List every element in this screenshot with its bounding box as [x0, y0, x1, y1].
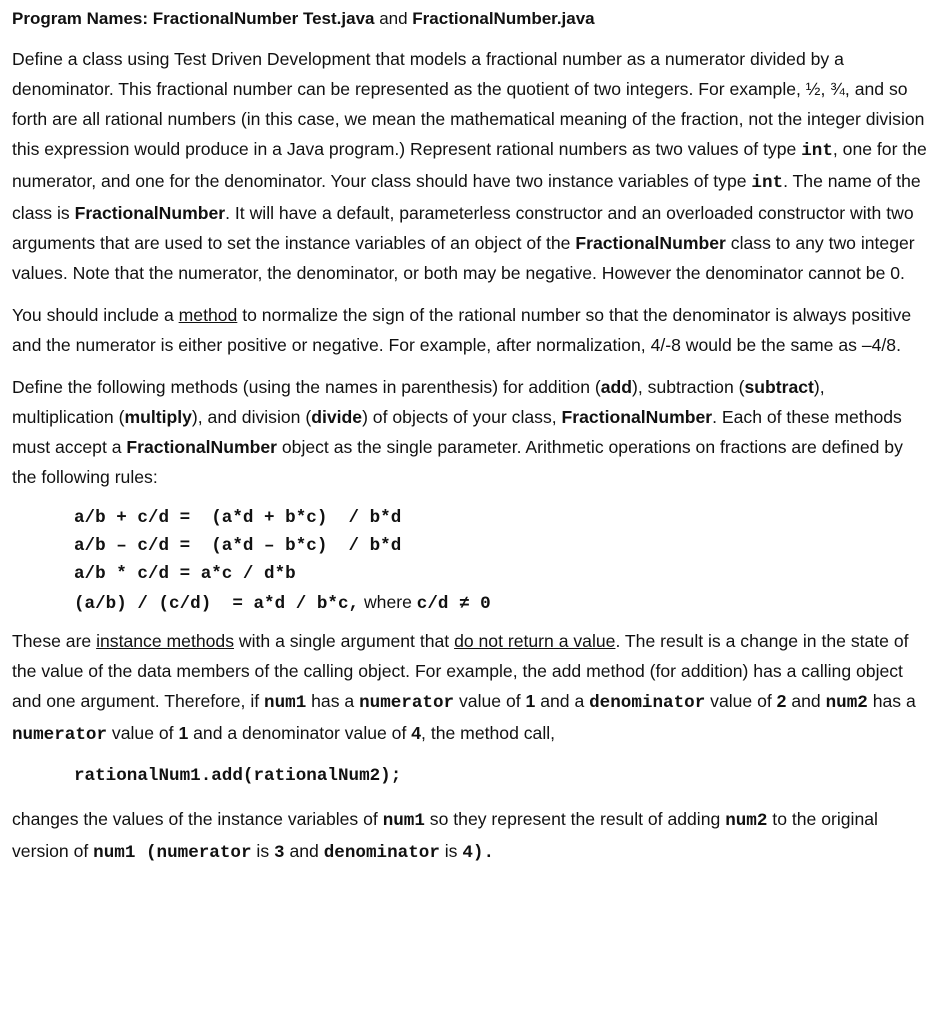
underlined-no-return: do not return a value	[454, 631, 616, 651]
rule-subtraction: a/b – c/d = (a*d – b*c) / b*d	[74, 536, 402, 556]
paragraph-class-definition: Define a class using Test Driven Development that models a fractional number as a numerator divided by a denominator. This fractional number can be represented as the quotient of two integers. For example, ½, ¾, and so forth are all rational numbers (in this case, we mean the mathematical meaning of the fraction, not the integer division this expression would produce in a Java program.) Represent rational numbers as two values of type int, one for the numerator, and one for the denominator. Your class should have two instance variables of type int. The name of the class is FractionalNumber. It will have a default, parameterless constructor and an overloaded constructor with two arguments that are used to set the instance variables of an object of the FractionalNumber class to any two integer values. Note that the numerator, the denominator, or both may be negative. However the denominator cannot be 0.	[12, 49, 927, 283]
paragraph-result: changes the values of the instance variables of num1 so they represent the result of adding num2 to the original version of num1 (numerator is 3 and denominator is 4).	[12, 809, 878, 863]
rule-addition: a/b + c/d = (a*d + b*c) / b*d	[74, 508, 402, 528]
arithmetic-rules	[74, 504, 927, 618]
underlined-method: method	[178, 305, 238, 325]
rule-multiplication: a/b * c/d = a*c / d*b	[74, 564, 296, 584]
class-name: FractionalNumber	[74, 203, 226, 223]
paragraph-instance-methods: These are instance methods with a single argument that do not return a value. The result is a change in the state of the value of the data members of the calling object. For example, the add method (for addition) has a calling object and one argument. Therefore, if num1 has a numerator value of 1 and a denominator value of 2 and num2 has a numerator value of 1 and a denominator value of 4, the method call,	[12, 631, 916, 745]
code-int: int	[751, 173, 784, 193]
paragraph-normalize: You should include a method to normalize the sign of the rational number so that the denominator is always positive and the numerator is either positive or negative. For example, after normalization, 4/-8 would be the same as –4/8.	[12, 305, 912, 355]
class-file-name: FractionalNumber.java	[412, 9, 595, 28]
heading-and: and	[374, 9, 413, 28]
code-int: int	[801, 141, 833, 161]
underlined-instance-methods: instance methods	[96, 631, 235, 651]
test-file-name: FractionalNumber Test.java	[152, 9, 375, 28]
rule-division: (a/b) / (c/d) = a*d / b*c, where c/d ≠ 0	[74, 592, 491, 614]
paragraph-methods: Define the following methods (using the names in parenthesis) for addition (add), subtraction (subtract), multiplication (multiply), and division (divide) of objects of your class, FractionalNumber. Each of these methods must accept a FractionalNumber object as the single parameter. Arithmetic operations on fractions are defined by the following rules:	[12, 377, 903, 487]
heading-label: Program Names:	[12, 9, 153, 28]
class-name: FractionalNumber	[575, 233, 726, 253]
method-call-example: rationalNum1.add(rationalNum2);	[74, 766, 402, 786]
program-names-heading	[12, 6, 927, 32]
